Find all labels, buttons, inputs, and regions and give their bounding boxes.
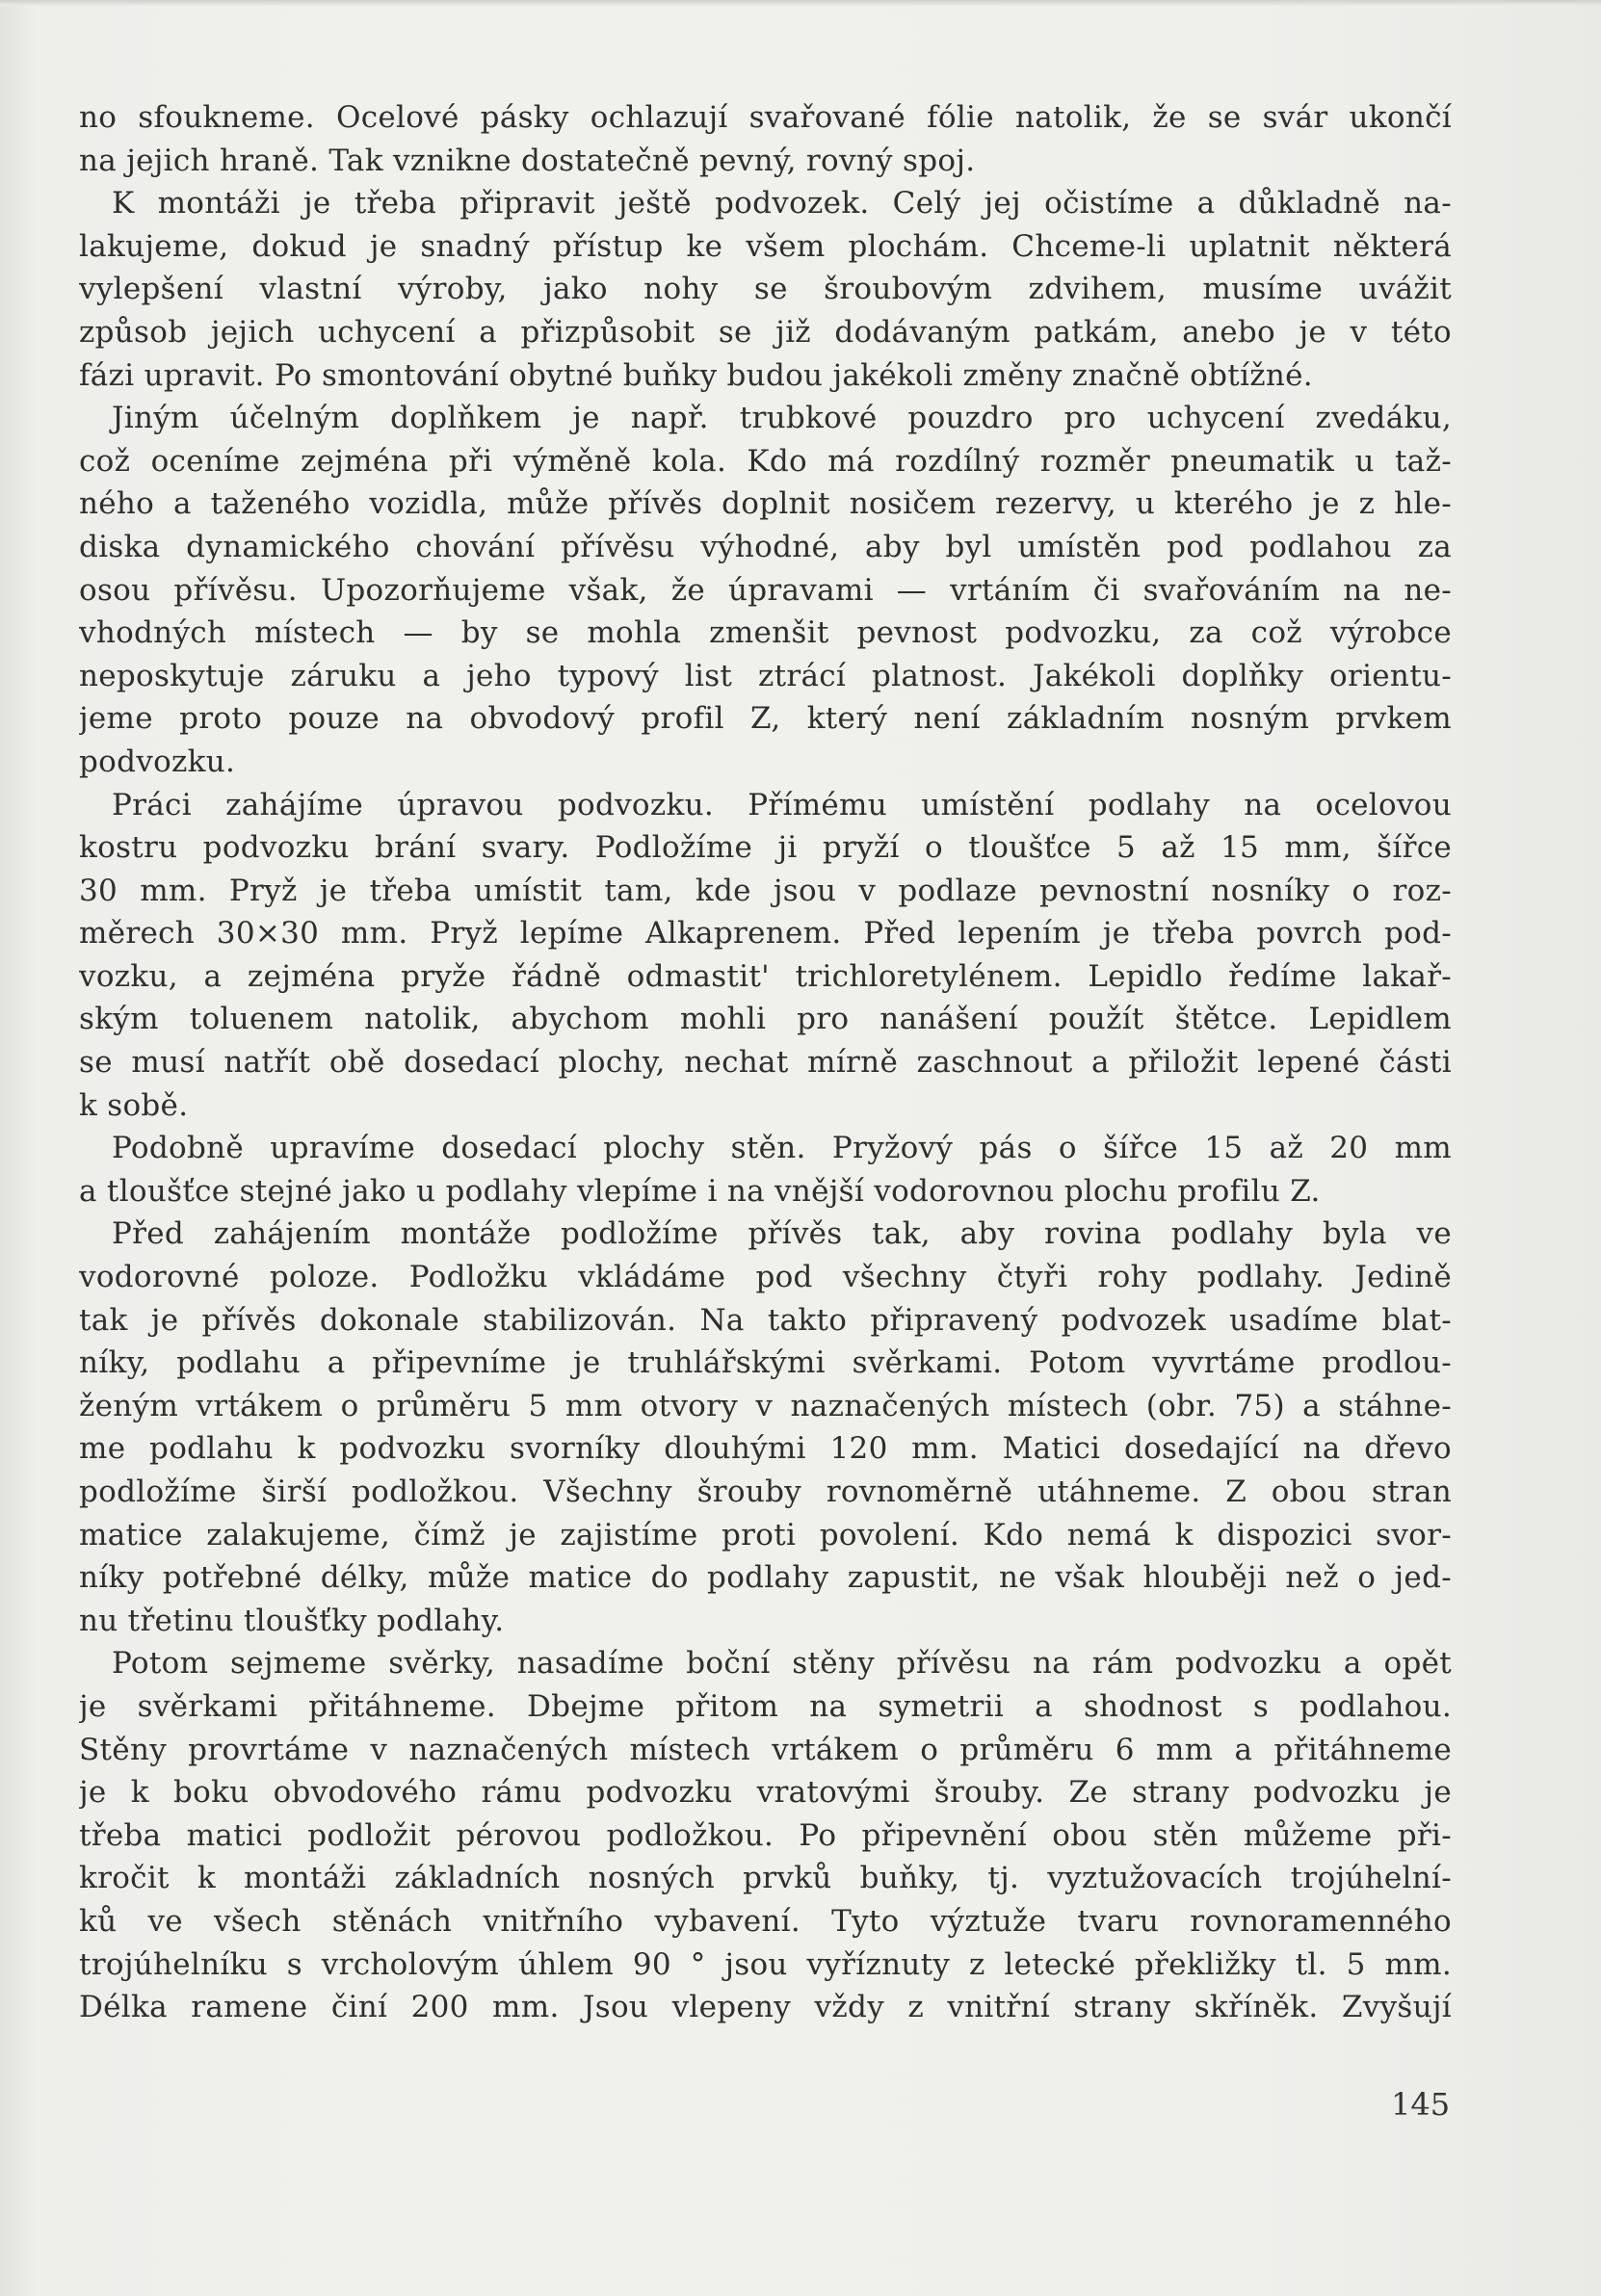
text-line: diska dynamického chování přívěsu výhodné, aby byl umístěn pod podlahou za: [79, 529, 1452, 564]
text-line: Práci zahájíme úpravou podvozku. Přímému umístění podlahy na ocelovou: [112, 787, 1452, 822]
text-line: na jejich hraně. Tak vznikne dostatečně pevný, rovný spoj.: [79, 143, 976, 178]
text-line: K montáži je třeba připravit ještě podvozek. Celý jej očistíme a důkladně na-: [112, 186, 1452, 222]
text-line: nu třetinu tloušťky podlahy.: [79, 1603, 505, 1638]
page-number: 145: [1391, 2086, 1451, 2123]
text-line: Délka ramene činí 200 mm. Jsou vlepeny vždy z vnitřní strany skříněk. Zvyšují: [79, 1990, 1452, 2025]
text-line: Potom sejmeme svěrky, nasadíme boční stěny přívěsu na rám podvozku a opět: [112, 1646, 1452, 1682]
text-line: vozku, a zejména pryže řádně odmastit' trichloretylénem. Lepidlo ředíme lakař-: [79, 958, 1452, 994]
text-line: způsob jejich uchycení a přizpůsobit se již dodávaným patkám, anebo je v této: [79, 314, 1452, 350]
page-top-edge: [0, 0, 1601, 6]
text-line: Jiným účelným doplňkem je např. trubkové pouzdro pro uchycení zvedáku,: [112, 401, 1452, 436]
text-line: kostru podvozku brání svary. Podložíme ji pryží o tloušťce 5 až 15 mm, šířce: [79, 830, 1452, 866]
text-line: je k boku obvodového rámu podvozku vratovými šrouby. Ze strany podvozku je: [79, 1775, 1452, 1811]
text-line: ků ve všech stěnách vnitřního vybavení. Tyto výztuže tvaru rovnoramenného: [79, 1903, 1452, 1939]
text-line: matice zalakujeme, čímž je zajistíme proti povolení. Kdo nemá k dispozici svor-: [79, 1517, 1452, 1552]
text-line: lakujeme, dokud je snadný přístup ke všem plochám. Chceme-li uplatnit některá: [79, 228, 1452, 264]
text-line: Podobně upravíme dosedací plochy stěn. Pryžový pás o šířce 15 až 20 mm: [112, 1131, 1452, 1166]
text-line: vhodných místech — by se mohla zmenšit pevnost podvozku, za což výrobce: [79, 615, 1452, 651]
text-line: jeme proto pouze na obvodový profil Z, který není základním nosným prvkem: [79, 701, 1452, 737]
text-line: se musí natřít obě dosedací plochy, nechat mírně zaschnout a přiložit lepené části: [79, 1045, 1452, 1081]
text-line: je svěrkami přitáhneme. Dbejme přitom na symetrii a shodnost s podlahou.: [79, 1688, 1452, 1724]
text-line: níky potřebné délky, může matice do podlahy zapustit, ne však hlouběji než o jed-: [79, 1560, 1452, 1596]
text-line: fázi upravit. Po smontování obytné buňky budou jakékoli změny značně obtížné.: [79, 357, 1313, 393]
body-text: [79, 96, 1452, 2029]
text-line: Před zahájením montáže podložíme přívěs tak, aby rovina podlahy byla ve: [112, 1216, 1452, 1252]
text-line: což oceníme zejména při výměně kola. Kdo má rozdílný rozměr pneumatik u taž-: [79, 443, 1452, 479]
text-line: neposkytuje záruku a jeho typový list ztrácí platnost. Jakékoli doplňky orientu-: [79, 658, 1452, 693]
text-line: třeba matici podložit pérovou podložkou. Po připevnění obou stěn můžeme při-: [79, 1817, 1452, 1853]
text-line: měrech 30×30 mm. Pryž lepíme Alkaprenem. Před lepením je třeba povrch pod-: [79, 916, 1452, 952]
text-line: osou přívěsu. Upozorňujeme však, že úpravami — vrtáním či svařováním na ne-: [79, 572, 1452, 608]
text-line: no sfoukneme. Ocelové pásky ochlazují svařované fólie natolik, že se svár ukončí: [79, 100, 1452, 135]
text-line: k sobě.: [79, 1087, 189, 1123]
text-line: ného a taženého vozidla, může přívěs doplnit nosičem rezervy, u kterého je z hle-: [79, 486, 1452, 522]
text-line: Stěny provrtáme v naznačených místech vrtákem o průměru 6 mm a přitáhneme: [79, 1732, 1452, 1767]
text-line: vylepšení vlastní výroby, jako nohy se šroubovým zdvihem, musíme uvážit: [79, 272, 1452, 307]
text-line: podvozku.: [79, 744, 236, 779]
text-line: tak je přívěs dokonale stabilizován. Na takto připravený podvozek usadíme blat-: [79, 1302, 1452, 1338]
text-line: trojúhelníku s vrcholovým úhlem 90 ° jsou vyříznuty z letecké překližky tl. 5 mm.: [79, 1946, 1452, 1982]
text-line: 30 mm. Pryž je třeba umístit tam, kde jsou v podlaze pevnostní nosníky o roz-: [79, 873, 1452, 908]
text-line: a tloušťce stejné jako u podlahy vlepíme i na vnější vodorovnou plochu profilu Z.: [79, 1173, 1321, 1209]
text-line: ženým vrtákem o průměru 5 mm otvory v naznačených místech (obr. 75) a stáhne-: [79, 1388, 1452, 1423]
text-line: podložíme širší podložkou. Všechny šrouby rovnoměrně utáhneme. Z obou stran: [79, 1474, 1452, 1509]
text-line: ským toluenem natolik, abychom mohli pro nanášení použít štětce. Lepidlem: [79, 1002, 1452, 1037]
text-line: vodorovné poloze. Podložku vkládáme pod všechny čtyři rohy podlahy. Jedině: [79, 1260, 1452, 1295]
text-line: kročit k montáži základních nosných prvků buňky, tj. vyztužovacích trojúhelní-: [79, 1861, 1452, 1896]
text-line: níky, podlahu a připevníme je truhlářskými svěrkami. Potom vyvrtáme prodlou-: [79, 1345, 1452, 1381]
text-line: me podlahu k podvozku svorníky dlouhými 120 mm. Matici dosedající na dřevo: [79, 1431, 1452, 1467]
